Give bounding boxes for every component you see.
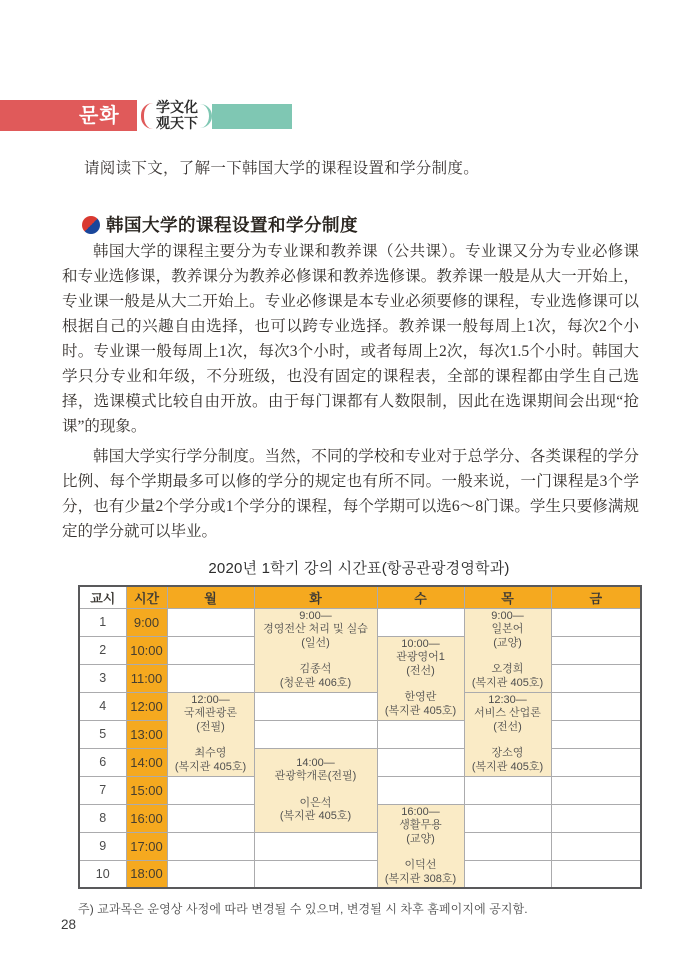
empty-cell bbox=[464, 776, 551, 804]
course-teacher: 김종석 bbox=[299, 663, 332, 676]
course-time: 14:00— bbox=[296, 756, 335, 769]
section-title-row bbox=[82, 212, 358, 237]
course-type: (전선) bbox=[493, 720, 522, 733]
empty-cell bbox=[377, 776, 464, 804]
intro-text: 请阅读下文，了解一下韩国大学的课程设置和学分制度。 bbox=[84, 160, 480, 177]
header-wednesday: 수 bbox=[377, 586, 464, 608]
header-friday: 금 bbox=[551, 586, 641, 608]
empty-cell bbox=[464, 832, 551, 860]
course-cell-tue-1400 bbox=[254, 748, 377, 832]
empty-cell bbox=[551, 692, 641, 720]
empty-cell bbox=[551, 748, 641, 776]
table-row bbox=[79, 832, 641, 860]
period-cell: 4 bbox=[79, 692, 126, 720]
course-room: (청운관 406호) bbox=[279, 676, 352, 689]
course-time: 12:00— bbox=[191, 693, 230, 706]
header-time: 시간 bbox=[126, 586, 167, 608]
ribbon-open-paren-icon bbox=[141, 103, 153, 129]
page-number: 28 bbox=[61, 917, 77, 932]
table-row bbox=[79, 860, 641, 888]
course-cell-wed-1000 bbox=[377, 636, 464, 720]
course-room: (복지관 405호) bbox=[471, 676, 544, 689]
course-teacher: 장소영 bbox=[491, 747, 524, 760]
course-teacher: 최수영 bbox=[194, 747, 227, 760]
course-time: 16:00— bbox=[401, 805, 440, 818]
course-teacher: 이은석 bbox=[299, 796, 332, 809]
empty-cell bbox=[167, 776, 254, 804]
course-type: (교양) bbox=[493, 636, 522, 649]
empty-cell bbox=[377, 748, 464, 776]
course-room: (복지관 405호) bbox=[384, 704, 457, 717]
period-cell: 10 bbox=[79, 860, 126, 888]
empty-cell bbox=[551, 832, 641, 860]
course-name: 일본어 bbox=[491, 623, 524, 636]
course-time: 12:30— bbox=[488, 693, 527, 706]
ribbon-close-paren-icon bbox=[200, 104, 212, 128]
empty-cell bbox=[551, 804, 641, 832]
period-cell: 2 bbox=[79, 636, 126, 664]
timetable bbox=[78, 585, 642, 889]
empty-cell bbox=[551, 664, 641, 692]
course-type: (전선) bbox=[406, 664, 435, 677]
course-name: 생활무용 bbox=[399, 819, 442, 831]
empty-cell bbox=[167, 804, 254, 832]
empty-cell bbox=[167, 832, 254, 860]
course-cell-mon-1200 bbox=[167, 692, 254, 776]
teal-ribbon bbox=[212, 104, 292, 129]
time-cell: 11:00 bbox=[126, 664, 167, 692]
empty-cell bbox=[167, 608, 254, 636]
header-thursday: 목 bbox=[464, 586, 551, 608]
course-name: 관광학개론(전필) bbox=[274, 770, 357, 782]
empty-cell bbox=[464, 804, 551, 832]
period-cell: 3 bbox=[79, 664, 126, 692]
article-paragraph-2: 韩国大学实行学分制度。当然，不同的学校和专业对于总学分、各类课程的学分比例、每个学期最多可以修的学分的规定也有所不同。一般来说，一门课程是3个学分，也有少量2个学分或1个学分的课程，每个学期可以选6～8门课。学生只要修满规定的学分就可以毕业。 bbox=[62, 448, 639, 540]
period-cell: 1 bbox=[79, 608, 126, 636]
banner-subtitle-line2: 观天下 bbox=[156, 114, 198, 131]
time-cell: 18:00 bbox=[126, 860, 167, 888]
empty-cell bbox=[254, 832, 377, 860]
timetable-header-row bbox=[79, 586, 641, 608]
banner-subtitle-line1: 学文化 bbox=[156, 99, 198, 115]
time-cell: 15:00 bbox=[126, 776, 167, 804]
taegeuk-bullet-icon bbox=[82, 216, 100, 234]
empty-cell bbox=[551, 608, 641, 636]
table-row bbox=[79, 720, 641, 748]
time-cell: 12:00 bbox=[126, 692, 167, 720]
empty-cell bbox=[551, 636, 641, 664]
empty-cell bbox=[167, 664, 254, 692]
course-cell-thu-1230 bbox=[464, 692, 551, 776]
course-time: 9:00— bbox=[491, 609, 524, 622]
empty-cell bbox=[551, 776, 641, 804]
empty-cell bbox=[254, 720, 377, 748]
period-cell: 7 bbox=[79, 776, 126, 804]
empty-cell bbox=[167, 860, 254, 888]
time-cell: 9:00 bbox=[126, 608, 167, 636]
article-title: 韩国大学的课程设置和学分制度 bbox=[106, 215, 358, 235]
course-room: (복지관 308호) bbox=[384, 872, 457, 885]
course-teacher: 한영란 bbox=[404, 691, 437, 704]
empty-cell bbox=[551, 720, 641, 748]
header-tuesday: 화 bbox=[254, 586, 377, 608]
timetable-note: 주) 교과목은 운영상 사정에 따라 변경될 수 있으며, 변경될 시 차후 홈페이지에 공지함. bbox=[78, 902, 528, 916]
table-row bbox=[79, 692, 641, 720]
course-cell-tue-0900 bbox=[254, 608, 377, 692]
empty-cell bbox=[254, 692, 377, 720]
time-cell: 10:00 bbox=[126, 636, 167, 664]
course-cell-thu-0900 bbox=[464, 608, 551, 692]
banner-subtitle bbox=[156, 100, 202, 131]
course-room: (복지관 405호) bbox=[279, 810, 352, 822]
period-cell: 9 bbox=[79, 832, 126, 860]
course-type: (일선) bbox=[301, 636, 330, 649]
course-teacher: 이덕선 bbox=[404, 859, 437, 871]
course-name: 서비스 산업론 bbox=[474, 707, 541, 720]
empty-cell bbox=[551, 860, 641, 888]
culture-tab-ribbon bbox=[0, 100, 137, 131]
table-row bbox=[79, 748, 641, 776]
culture-tab-label: 문화 bbox=[79, 104, 120, 127]
period-cell: 6 bbox=[79, 748, 126, 776]
period-cell: 8 bbox=[79, 804, 126, 832]
course-name: 국제관광론 bbox=[183, 707, 238, 720]
course-time: 9:00— bbox=[299, 609, 332, 622]
empty-cell bbox=[377, 720, 464, 748]
course-type: (전필) bbox=[196, 720, 225, 733]
course-name: 경영전산 처리 및 실습 bbox=[263, 623, 368, 636]
header-monday: 월 bbox=[167, 586, 254, 608]
course-teacher: 오경희 bbox=[491, 663, 524, 676]
course-room: (복지관 405호) bbox=[471, 760, 544, 773]
course-room: (복지관 405호) bbox=[174, 760, 247, 773]
time-cell: 13:00 bbox=[126, 720, 167, 748]
time-cell: 17:00 bbox=[126, 832, 167, 860]
course-cell-wed-1600 bbox=[377, 804, 464, 888]
time-cell: 14:00 bbox=[126, 748, 167, 776]
article-paragraph-1: 韩国大学的课程主要分为专业课和教养课（公共课）。专业课又分为专业必修课和专业选修课，教养课分为教养必修课和教养选修课。教养课一般是从大一开始上，专业课一般是从大二开始上。专业必修课是本专业必须要修的课程，专业选修课可以根据自己的兴趣自由选择，也可以跨专业选择。教养课一般每周上1次，每次2个小时。专业课一般每周上1次，每次3个小时，或者每周上2次，每次1.5个小时。韩国大学只分专业和年级，不分班级，也没有固定的课程表，全部的课程都由学生自己选择，选课模式比较自由开放。由于每门课都有人数限制，因此在选课期间会出现“抢课”的现象。 bbox=[62, 243, 639, 435]
course-time: 10:00— bbox=[401, 637, 440, 650]
empty-cell bbox=[464, 860, 551, 888]
empty-cell bbox=[167, 636, 254, 664]
empty-cell bbox=[254, 860, 377, 888]
empty-cell bbox=[377, 608, 464, 636]
table-row bbox=[79, 608, 641, 636]
period-cell: 5 bbox=[79, 720, 126, 748]
header-period: 교시 bbox=[79, 586, 126, 608]
course-type: (교양) bbox=[406, 832, 435, 845]
timetable-title: 2020년 1학기 강의 시간표(항공관광경영학과) bbox=[208, 560, 510, 577]
time-cell: 16:00 bbox=[126, 804, 167, 832]
course-name: 관광영어1 bbox=[396, 651, 445, 664]
